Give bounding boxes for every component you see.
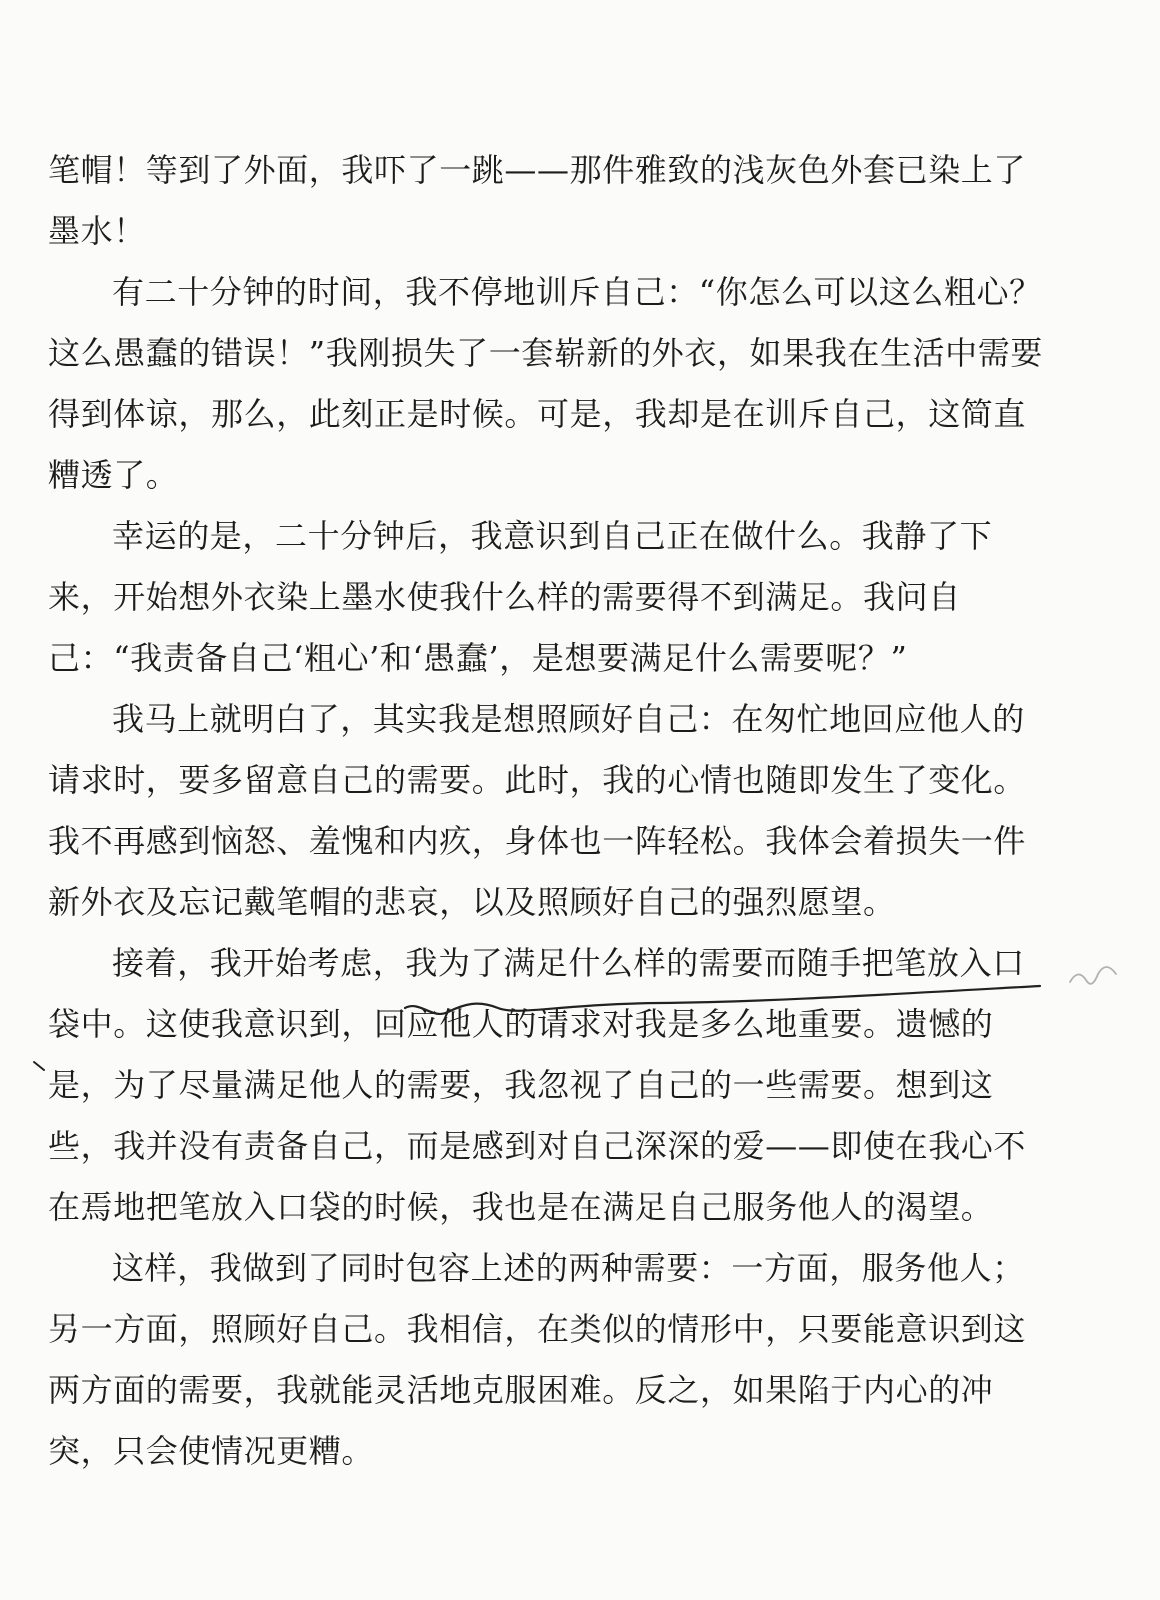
paragraph-2: 有二十分钟的时间，我不停地训斥自己：“你怎么可以这么粗心？这么愚蠢的错误！”我刚损失了一套崭新的外衣，如果我在生活中需要得到体谅，那么，此刻正是时候。可是，我却是在训斥自己，这简直糟透了。 [48, 273, 1043, 494]
paragraph-1: 笔帽！等到了外面，我吓了一跳——那件雅致的浅灰色外套已染上了墨水！ [48, 151, 1027, 250]
paragraph-6: 这样，我做到了同时包容上述的两种需要：一方面，服务他人；另一方面，照顾好自己。我相信，在类似的情形中，只要能意识到这两方面的需要，我就能灵活地克服困难。反之，如果陷于内心的冲突，只会使情况更糟。 [48, 1249, 1027, 1470]
body-text [48, 140, 1048, 1482]
paragraph-4: 我马上就明白了，其实我是想照顾好自己：在匆忙地回应他人的请求时，要多留意自己的需要。此时，我的心情也随即发生了变化。我不再感到恼怒、羞愧和内疚，身体也一阵轻松。我体会着损失一件新外衣及忘记戴笔帽的悲哀，以及照顾好自己的强烈愿望。 [48, 700, 1027, 921]
paragraph-5: 接着，我开始考虑，我为了满足什么样的需要而随手把笔放入口袋中。这使我意识到，回应他人的请求对我是多么地重要。遗憾的是，为了尽量满足他人的需要，我忽视了自己的一些需要。想到这些，我并没有责备自己，而是感到对自己深深的爱——即使在我心不在焉地把笔放入口袋的时候，我也是在满足自己服务他人的渴望。 [48, 944, 1027, 1226]
paragraph-3: 幸运的是，二十分钟后，我意识到自己正在做什么。我静了下来，开始想外衣染上墨水使我什么样的需要得不到满足。我问自己：“我责备自己‘粗心’和‘愚蠢’，是想要满足什么需要呢？” [48, 517, 993, 677]
